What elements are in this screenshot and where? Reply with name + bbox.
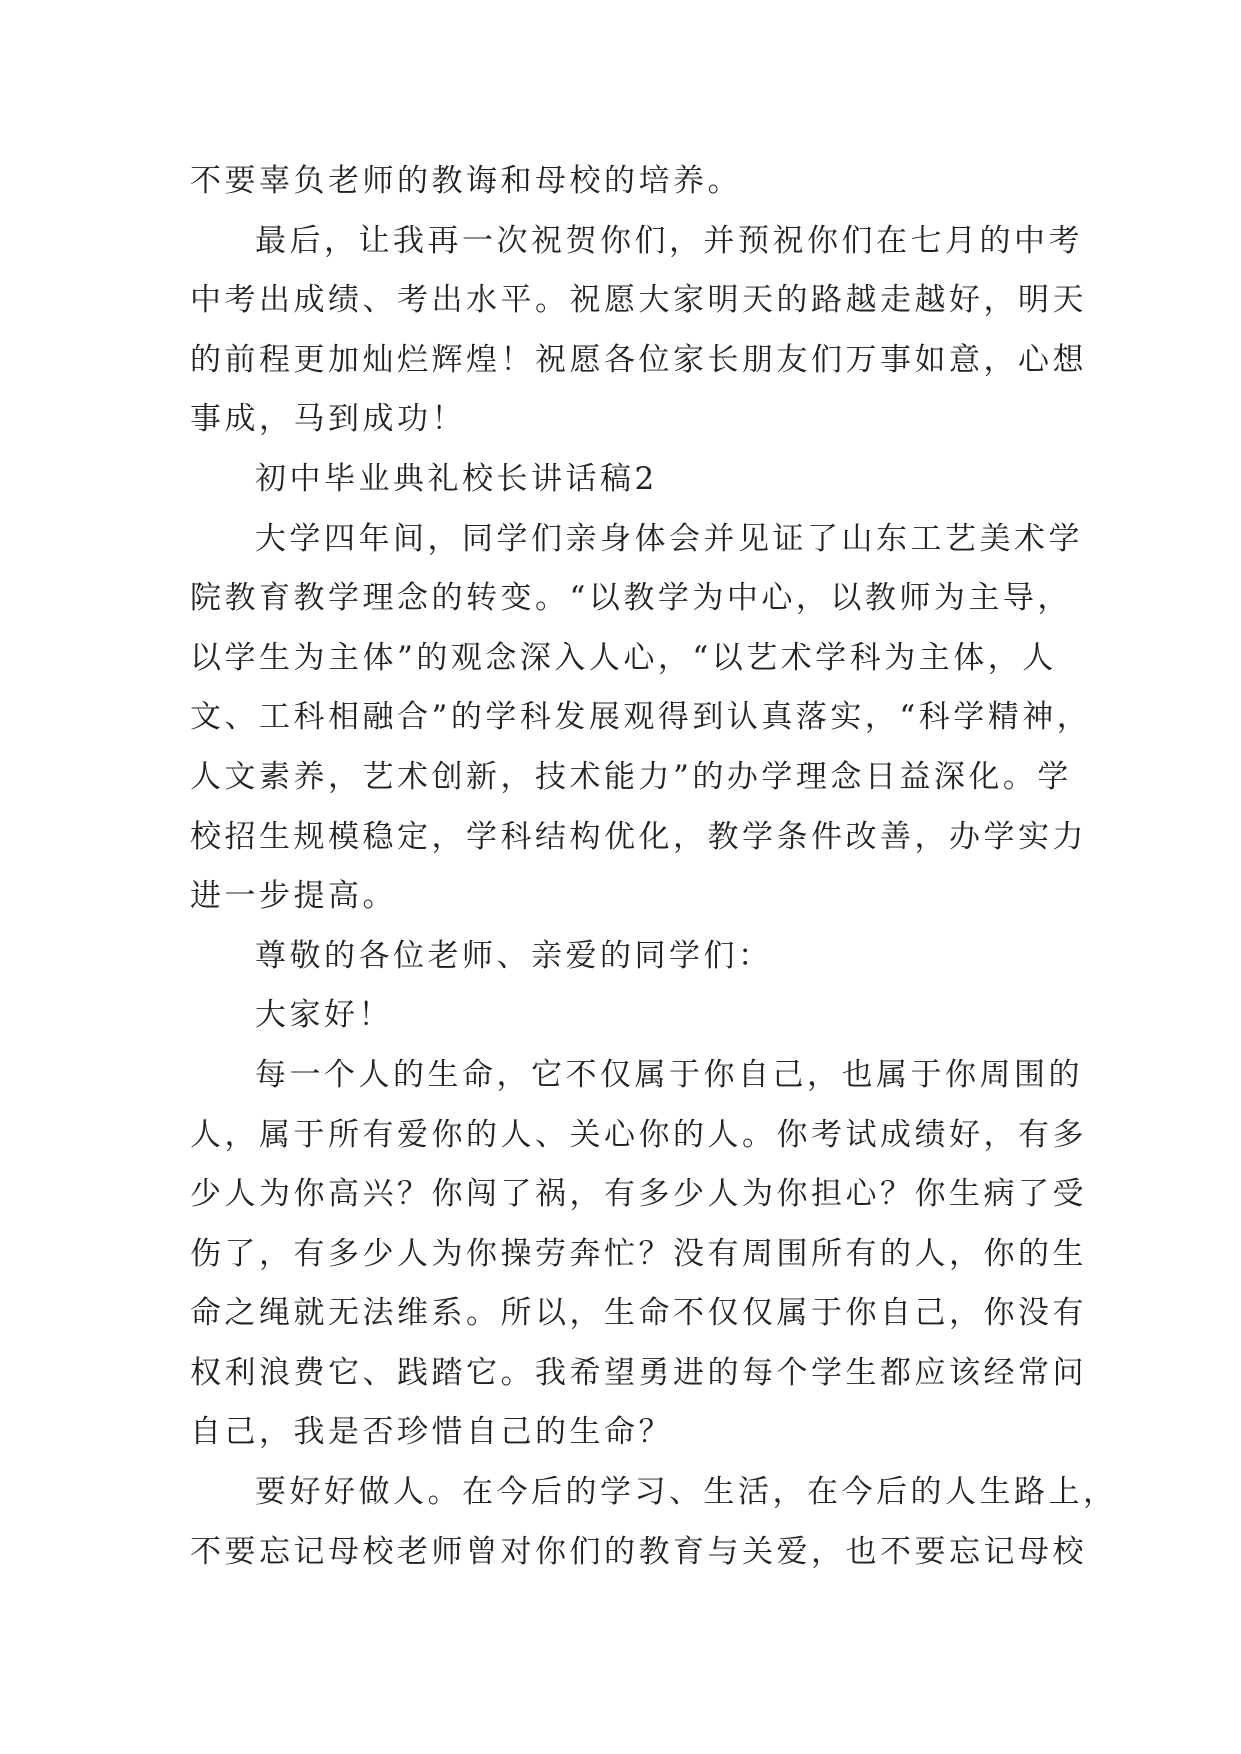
text-line: 不要忘记母校老师曾对你们的教育与关爱，也不要忘记母校 — [190, 1533, 1087, 1570]
salutation: 尊敬的各位老师、亲爱的同学们： — [255, 937, 773, 974]
greeting: 大家好！ — [255, 997, 393, 1034]
text-line: 最后，让我再一次祝贺你们，并预祝你们在七月的中考 — [255, 222, 1083, 259]
text-line: 命之绳就无法维系。所以，生命不仅仅属于你自己，你没有 — [190, 1295, 1087, 1332]
text-line: 文、工科相融合”的学科发展观得到认真落实，“科学精神， — [190, 699, 1092, 736]
text-line: 的前程更加灿烂辉煌！祝愿各位家长朋友们万事如意，心想 — [190, 341, 1087, 378]
text-line: 院教育教学理念的转变。“以教学为中心，以教师为主导， — [190, 580, 1072, 617]
text-line: 不要辜负老师的教诲和母校的培养。 — [190, 163, 742, 199]
text-line: 每一个人的生命，它不仅属于你自己，也属于你周围的 — [255, 1056, 1083, 1093]
text-line: 少人为你高兴？你闯了祸，有多少人为你担心？你生病了受 — [190, 1176, 1087, 1213]
text-line: 要好好做人。在今后的学习、生活，在今后的人生路上， — [255, 1474, 1118, 1511]
text-line: 自己，我是否珍惜自己的生命？ — [190, 1414, 673, 1451]
text-line: 事成，马到成功！ — [190, 401, 466, 438]
text-line: 以学生为主体”的观念深入人心，“以艺术学科为主体，人 — [190, 639, 1057, 676]
text-line: 进一步提高。 — [190, 878, 397, 915]
section-heading: 初中毕业典礼校长讲话稿2 — [255, 460, 658, 497]
text-line: 校招生规模稳定，学科结构优化，教学条件改善，办学实力 — [190, 818, 1087, 855]
text-line: 大学四年间，同学们亲身体会并见证了山东工艺美术学 — [255, 520, 1083, 557]
text-line: 中考出成绩、考出水平。祝愿大家明天的路越走越好，明天 — [190, 282, 1087, 319]
text-line: 权利浪费它、践踏它。我希望勇进的每个学生都应该经常问 — [190, 1354, 1087, 1391]
text-line: 伤了，有多少人为你操劳奔忙？没有周围所有的人，你的生 — [190, 1235, 1087, 1272]
text-line: 人，属于所有爱你的人、关心你的人。你考试成绩好，有多 — [190, 1116, 1087, 1153]
text-line: 人文素养，艺术创新，技术能力”的办学理念日益深化。学 — [190, 758, 1072, 795]
document-body — [190, 152, 1118, 1582]
